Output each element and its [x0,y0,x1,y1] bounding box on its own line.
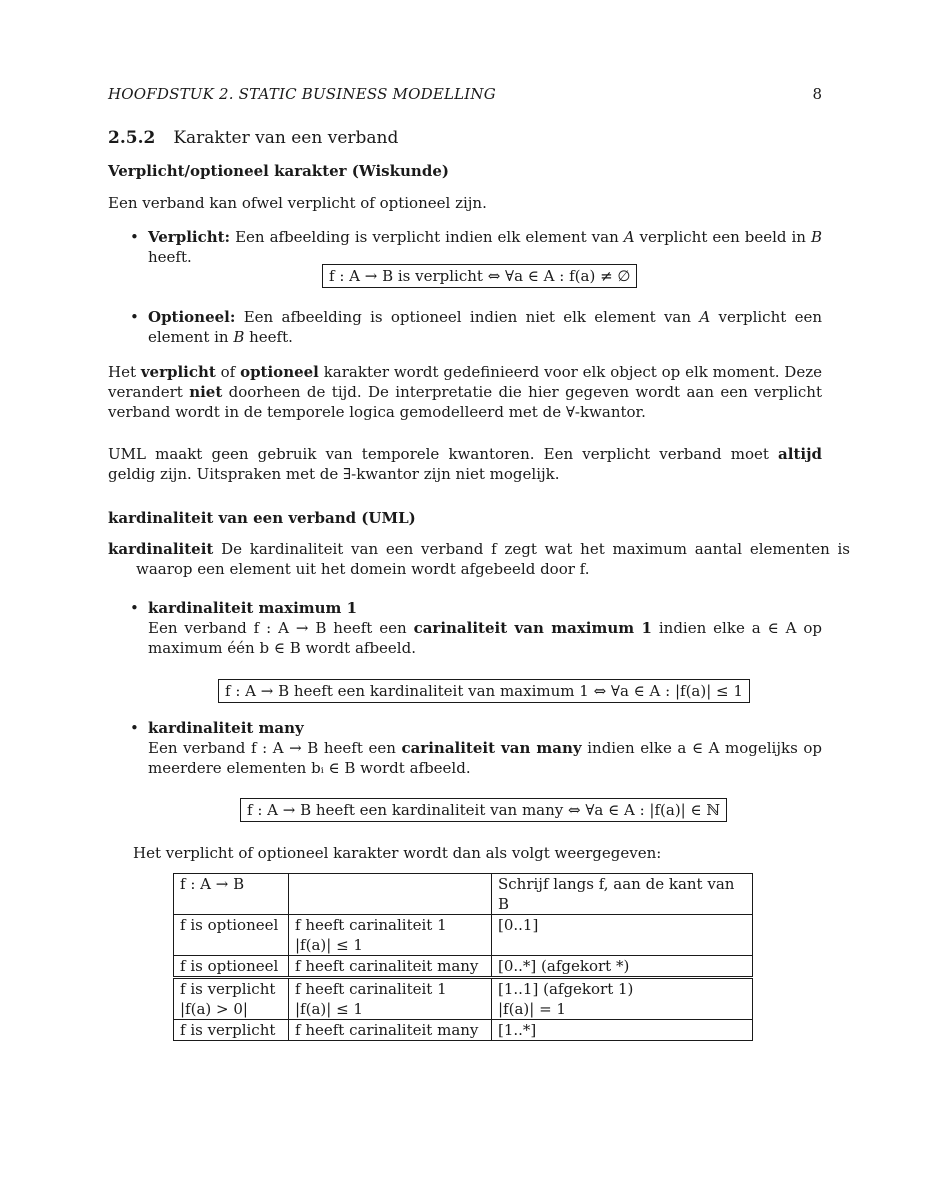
table-cell [174,915,289,956]
cell-text: |f(a)| ≤ 1 [295,1000,363,1018]
bullet-term: Optioneel: [148,308,236,326]
text: Het [108,363,141,381]
text: karakter wordt gedefinieerd voor elk object op elk moment. Deze verandert [108,363,822,401]
table-cell [289,874,492,915]
bullet-dot: • [130,228,139,246]
text: of [215,363,241,381]
table-cell: Schrijf langs f, aan de kant van B [492,874,753,915]
bold-term: verplicht [140,363,216,381]
section-heading [108,128,822,148]
table-cell: [0..*] (afgekort *) [492,956,753,978]
table-row [174,915,753,956]
cardinality-table [173,873,753,1041]
bullet-dot: • [130,599,139,617]
bullet-term: Verplicht: [148,228,231,246]
bullet-title: kardinaliteit maximum 1 [148,599,358,617]
cell-text: f is verplicht [180,980,276,998]
bold-term: carinaliteit van maximum 1 [413,619,652,637]
bullet-text: Een afbeelding is optioneel indien niet elk element van [235,308,700,326]
table-cell: f : A → B [174,874,289,915]
definition-kardinaliteit [108,539,850,579]
table-cell [289,978,492,1020]
table-cell [289,915,492,956]
text: doorheen de tijd. De interpretatie die hier gegeven wordt aan een verplicht verband wordt in de temporele logica gemodelleerd met de ∀-kwantor. [108,383,822,421]
cell-text: f heeft carinaliteit 1 [295,980,447,998]
table-cell: [1..*] [492,1020,753,1041]
bullet-text: verplicht een beeld in [634,228,811,246]
section-title: Karakter van een verband [173,128,399,148]
bullet-text: verplicht een element in [148,308,822,346]
table-header-row [174,874,753,915]
definition-text: De kardinaliteit van een verband f zegt wat het maximum aantal elementen is waarop een element uit het domein wordt afgebeeld door f. [136,540,850,578]
text: geldig zijn. Uitspraken met de ∃-kwantor zijn niet mogelijk. [108,465,560,483]
table-cell: f is verplicht [174,1020,289,1041]
intro-paragraph: Een verband kan ofwel verplicht of optioneel zijn. [108,194,487,212]
page-number: 8 [812,85,822,103]
bold-term: altijd [778,445,822,463]
table-cell: f is optioneel [174,956,289,978]
bullet-text: indien elke a ∈ A mogelijks op meerdere elementen bᵢ ∈ B wordt afbeeld. [148,739,823,777]
bold-term: carinaliteit van many [401,739,582,757]
bullet-text: indien elke a ∈ A op maximum één b ∈ B wordt afbeeld. [148,619,823,657]
table-cell: f heeft carinaliteit many [289,1020,492,1041]
table-row [174,956,753,978]
math-var: B [810,228,822,246]
bullet-text: Een verband f : A → B heeft een [148,619,414,637]
table-cell [492,915,753,956]
paragraph-karakter [108,362,822,422]
bold-term: optioneel [240,363,319,381]
cell-text: |f(a)| = 1 [498,1000,566,1018]
bullet-dot: • [130,308,139,326]
cell-text: f heeft carinaliteit 1 [295,916,447,934]
bullet-many [130,718,822,778]
bullet-max1 [130,598,822,658]
formula-verplicht: f : A → B is verplicht ⇔ ∀a ∈ A : f(a) ≠ ∅ [322,264,637,288]
paragraph-uml [108,444,822,484]
cell-text: |f(a) > 0| [180,1000,248,1018]
text: UML maakt geen gebruik van temporele kwantoren. Een verplicht verband moet [108,445,779,463]
math-var: A [623,228,635,246]
bullet-text: heeft. [148,248,192,266]
cell-text: f is optioneel [180,916,279,934]
section-number: 2.5.2 [108,128,156,148]
table-cell: f heeft carinaliteit many [289,956,492,978]
formula-many: f : A → B heeft een kardinaliteit van many ⇔ ∀a ∈ A : |f(a)| ∈ ℕ [240,798,727,822]
bullet-text: Een afbeelding is verplicht indien elk element van [230,228,624,246]
bullet-text: heeft. [244,328,293,346]
subsection-heading-verplicht: Verplicht/optioneel karakter (Wiskunde) [108,162,449,180]
table-cell [174,978,289,1020]
definition-term: kardinaliteit [108,540,214,558]
table-row [174,978,753,1020]
cell-text: [0..1] [498,916,539,934]
subsection-heading-kardinaliteit: kardinaliteit van een verband (UML) [108,509,416,527]
table-row [174,1020,753,1041]
running-header [108,84,822,104]
bullet-title: kardinaliteit many [148,719,304,737]
bullet-text: Een verband f : A → B heeft een [148,739,402,757]
bullet-optioneel [130,307,822,347]
table-cell [492,978,753,1020]
cell-text: |f(a)| ≤ 1 [295,936,363,954]
bullet-verplicht [130,227,822,267]
bold-term: niet [189,383,223,401]
chapter-title: HOOFDSTUK 2. STATIC BUSINESS MODELLING [108,85,496,103]
cell-text: [1..1] (afgekort 1) [498,980,634,998]
table-intro: Het verplicht of optioneel karakter wordt dan als volgt weergegeven: [133,844,662,862]
math-var: B [233,328,245,346]
math-var: A [699,308,711,326]
bullet-dot: • [130,719,139,737]
formula-max1: f : A → B heeft een kardinaliteit van maximum 1 ⇔ ∀a ∈ A : |f(a)| ≤ 1 [218,679,750,703]
